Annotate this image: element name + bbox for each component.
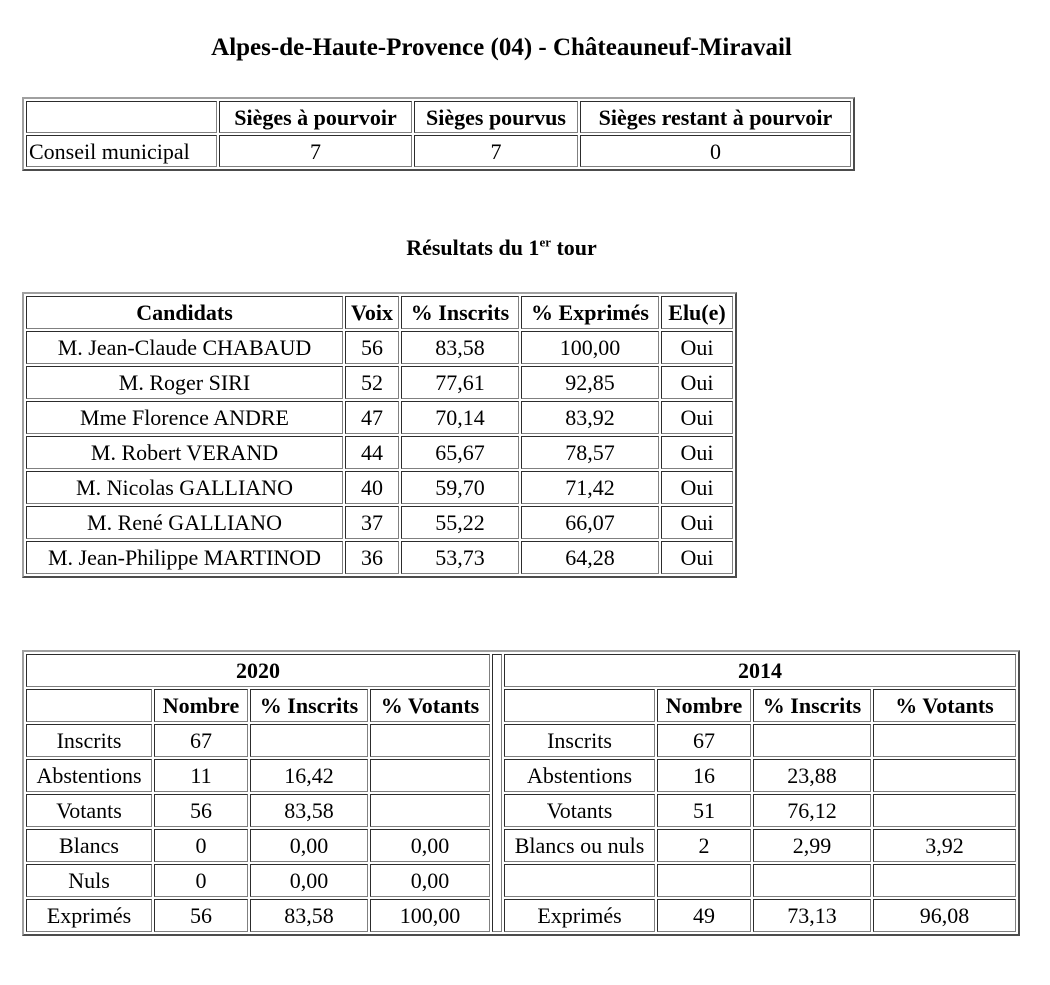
- stats-2020-count: 0: [154, 864, 248, 897]
- turnout-table: [22, 650, 1020, 936]
- stats-2020-count: 56: [154, 899, 248, 932]
- stats-2020-pct-voters: 100,00: [370, 899, 490, 932]
- stats-2014-pct-registered: 73,13: [753, 899, 871, 932]
- results-cell-candidate: M. Jean-Philippe MARTINOD: [26, 541, 343, 574]
- results-title-prefix: Résultats du 1: [406, 235, 540, 260]
- results-header-votes: Voix: [345, 296, 399, 329]
- table-row: [26, 794, 1016, 827]
- stats-2020-header-pct-voters: % Votants: [370, 689, 490, 722]
- results-cell-votes: 40: [345, 471, 399, 504]
- stats-2014-count: 49: [657, 899, 751, 932]
- stats-2014-count: [657, 864, 751, 897]
- results-title-suffix: tour: [550, 235, 597, 260]
- results-cell-candidate: M. Nicolas GALLIANO: [26, 471, 343, 504]
- stats-2020-count: 0: [154, 829, 248, 862]
- results-cell-pct-registered: 53,73: [401, 541, 519, 574]
- results-cell-candidate: M. René GALLIANO: [26, 506, 343, 539]
- results-cell-pct-registered: 55,22: [401, 506, 519, 539]
- results-cell-votes: 36: [345, 541, 399, 574]
- stats-2020-label: Exprimés: [26, 899, 152, 932]
- results-cell-pct-expressed: 78,57: [521, 436, 659, 469]
- table-row: [26, 506, 733, 539]
- table-row: [26, 724, 1016, 757]
- stats-2020-label: Blancs: [26, 829, 152, 862]
- results-title-sup: er: [539, 234, 551, 250]
- stats-2014-pct-registered: [753, 864, 871, 897]
- results-cell-votes: 56: [345, 331, 399, 364]
- table-row: [26, 436, 733, 469]
- results-header-candidate: Candidats: [26, 296, 343, 329]
- stats-2020-count: 11: [154, 759, 248, 792]
- stats-2020-pct-voters: [370, 724, 490, 757]
- seats-remaining-value: 0: [580, 135, 851, 167]
- table-row: [26, 331, 733, 364]
- results-cell-pct-registered: 83,58: [401, 331, 519, 364]
- results-cell-candidate: M. Roger SIRI: [26, 366, 343, 399]
- results-cell-pct-expressed: 83,92: [521, 401, 659, 434]
- stats-2020-pct-registered: [250, 724, 368, 757]
- stats-2020-pct-voters: 0,00: [370, 829, 490, 862]
- results-cell-pct-registered: 77,61: [401, 366, 519, 399]
- stats-2020-label: Nuls: [26, 864, 152, 897]
- table-row: [26, 471, 733, 504]
- results-cell-elected: Oui: [661, 401, 733, 434]
- seats-header-to-fill: Sièges à pourvoir: [219, 101, 412, 133]
- results-cell-candidate: M. Robert VERAND: [26, 436, 343, 469]
- stats-2020-pct-registered: 0,00: [250, 829, 368, 862]
- results-cell-pct-registered: 59,70: [401, 471, 519, 504]
- results-cell-pct-expressed: 64,28: [521, 541, 659, 574]
- seats-filled-value: 7: [414, 135, 578, 167]
- results-cell-pct-expressed: 71,42: [521, 471, 659, 504]
- stats-2014-pct-voters: [873, 864, 1016, 897]
- stats-2014-pct-voters: [873, 794, 1016, 827]
- stats-2020-pct-voters: 0,00: [370, 864, 490, 897]
- stats-2014-count: 16: [657, 759, 751, 792]
- seats-header-remaining: Sièges restant à pourvoir: [580, 101, 851, 133]
- stats-2014-header-label: [504, 689, 655, 722]
- stats-header-row: [26, 689, 1016, 722]
- results-cell-elected: Oui: [661, 471, 733, 504]
- results-cell-candidate: Mme Florence ANDRE: [26, 401, 343, 434]
- stats-2020-label: Votants: [26, 794, 152, 827]
- stats-2020-pct-registered: 83,58: [250, 899, 368, 932]
- stats-2020-label: Inscrits: [26, 724, 152, 757]
- results-header-elected: Elu(e): [661, 296, 733, 329]
- stats-2014-pct-registered: 23,88: [753, 759, 871, 792]
- results-cell-pct-registered: 70,14: [401, 401, 519, 434]
- results-cell-candidate: M. Jean-Claude CHABAUD: [26, 331, 343, 364]
- stats-2014-count: 51: [657, 794, 751, 827]
- stats-2020-count: 56: [154, 794, 248, 827]
- table-row: [26, 401, 733, 434]
- column-separator: [492, 654, 502, 932]
- results-cell-elected: Oui: [661, 331, 733, 364]
- stats-2020-header-pct-registered: % Inscrits: [250, 689, 368, 722]
- stats-2014-pct-registered: 2,99: [753, 829, 871, 862]
- table-row: [26, 829, 1016, 862]
- results-cell-pct-expressed: 100,00: [521, 331, 659, 364]
- table-row: [26, 899, 1016, 932]
- stats-2014-pct-registered: 76,12: [753, 794, 871, 827]
- results-cell-pct-expressed: 66,07: [521, 506, 659, 539]
- table-row: [26, 541, 733, 574]
- stats-2014-label: Blancs ou nuls: [504, 829, 655, 862]
- results-title: [0, 235, 1003, 261]
- stats-2014-pct-voters: 96,08: [873, 899, 1016, 932]
- stats-2014-pct-voters: [873, 724, 1016, 757]
- seats-to-fill-value: 7: [219, 135, 412, 167]
- results-cell-elected: Oui: [661, 366, 733, 399]
- page-title: Alpes-de-Haute-Provence (04) - Châteauneuf-Miravail: [211, 34, 792, 61]
- table-row: [26, 759, 1016, 792]
- results-header-pct-registered: % Inscrits: [401, 296, 519, 329]
- seats-row: [26, 135, 851, 167]
- stats-2020-pct-voters: [370, 794, 490, 827]
- results-table: [22, 292, 737, 578]
- stats-2014-pct-voters: 3,92: [873, 829, 1016, 862]
- stats-2014-label: [504, 864, 655, 897]
- stats-2014-header-count: Nombre: [657, 689, 751, 722]
- table-row: [26, 864, 1016, 897]
- results-cell-votes: 37: [345, 506, 399, 539]
- seats-body-label: Conseil municipal: [26, 135, 217, 167]
- stats-2020-header-count: Nombre: [154, 689, 248, 722]
- results-cell-votes: 44: [345, 436, 399, 469]
- results-cell-elected: Oui: [661, 541, 733, 574]
- results-header-pct-expressed: % Exprimés: [521, 296, 659, 329]
- results-cell-elected: Oui: [661, 436, 733, 469]
- stats-2014-pct-registered: [753, 724, 871, 757]
- stats-2014-header-pct-registered: % Inscrits: [753, 689, 871, 722]
- stats-year-row: [26, 654, 1016, 687]
- stats-2020-pct-registered: 0,00: [250, 864, 368, 897]
- results-header-row: [26, 296, 733, 329]
- stats-2020-label: Abstentions: [26, 759, 152, 792]
- stats-2014-label: Votants: [504, 794, 655, 827]
- seats-header-empty: [26, 101, 217, 133]
- stats-2014-label: Abstentions: [504, 759, 655, 792]
- results-cell-pct-expressed: 92,85: [521, 366, 659, 399]
- table-row: [26, 366, 733, 399]
- stats-2020-pct-registered: 16,42: [250, 759, 368, 792]
- seats-table: [22, 97, 855, 171]
- stats-2020-count: 67: [154, 724, 248, 757]
- seats-header-row: [26, 101, 851, 133]
- stats-2014-label: Exprimés: [504, 899, 655, 932]
- stats-2020-header-label: [26, 689, 152, 722]
- results-cell-elected: Oui: [661, 506, 733, 539]
- results-cell-votes: 52: [345, 366, 399, 399]
- stats-2014-count: 2: [657, 829, 751, 862]
- seats-header-filled: Sièges pourvus: [414, 101, 578, 133]
- stats-2014-label: Inscrits: [504, 724, 655, 757]
- year-2014-header: 2014: [504, 654, 1016, 687]
- stats-2020-pct-registered: 83,58: [250, 794, 368, 827]
- stats-2014-count: 67: [657, 724, 751, 757]
- results-cell-pct-registered: 65,67: [401, 436, 519, 469]
- year-2020-header: 2020: [26, 654, 490, 687]
- results-cell-votes: 47: [345, 401, 399, 434]
- stats-2020-pct-voters: [370, 759, 490, 792]
- stats-2014-header-pct-voters: % Votants: [873, 689, 1016, 722]
- stats-2014-pct-voters: [873, 759, 1016, 792]
